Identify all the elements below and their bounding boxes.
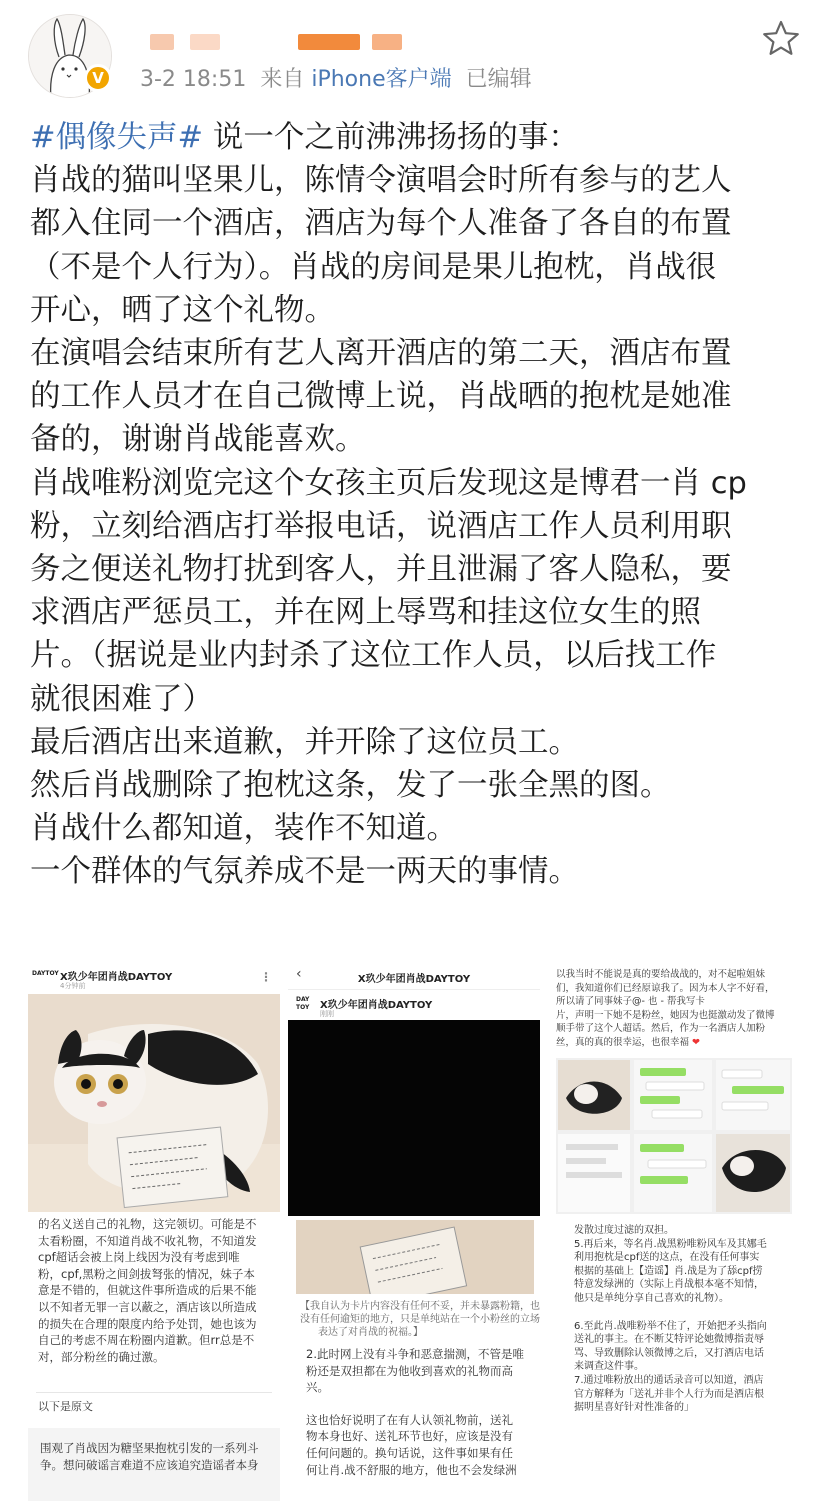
- text-line: 备的，谢谢肖战能喜欢。: [30, 422, 366, 458]
- more-icon: ⋮: [260, 970, 272, 984]
- card-photo: [296, 1220, 534, 1294]
- post-image-3[interactable]: [552, 962, 796, 1501]
- text-line: 就很困难了）: [30, 681, 213, 717]
- post-header: [0, 0, 826, 110]
- edited-label[interactable]: 已编辑: [465, 67, 532, 92]
- timestamp: 3-2 18:51: [140, 67, 247, 92]
- screenshot-time: 4分钟前: [60, 982, 86, 990]
- post-image-2[interactable]: [288, 962, 540, 1501]
- text-line: 肖战唯粉浏览完这个女孩主页后发现这是博君一肖 cp: [30, 465, 747, 501]
- text-line: （不是个人行为）。肖战的房间是果儿抱枕，肖战很: [30, 249, 717, 285]
- post-meta: [140, 62, 532, 93]
- screenshot-nav-title: X玖少年团肖战DAYTOY: [357, 974, 471, 985]
- text-line: 然后肖战删除了抱枕这条，发了一张全黑的图。: [30, 768, 671, 804]
- text-line: 的工作人员才在自己微博上说，肖战晒的抱枕是她准: [30, 379, 732, 415]
- text-line: 务之便送礼物打扰到客人，并且泄漏了客人隐私，要: [30, 552, 732, 588]
- heart-icon: ❤: [692, 1036, 701, 1048]
- screenshot-account: X玖少年团肖战DAYTOY: [320, 1000, 433, 1011]
- text-line: 肖战的猫叫坚果儿，陈情令演唱会时所有参与的艺人: [30, 163, 732, 199]
- daytoy-logo: DAYTOY: [32, 970, 59, 977]
- username-redacted: [298, 34, 360, 50]
- daytoy-logo: DAY TOY: [296, 996, 310, 1011]
- post-image-1[interactable]: [28, 962, 280, 1501]
- screenshot-text: 2.此时网上没有斗争和恶意揣测，不管是唯 粉还是双担都在为他收到喜欢的礼物而高 兴。 这也恰好说明了在有人认领礼物前，送礼 物本身也好、送礼环节也好，应该是没有 任何问题的。换句话说，这件事如果有任 何让肖.战不舒服的地方，他也不会发绿洲: [306, 1347, 524, 1477]
- screenshot-text-top: 以我当时不能说是真的要给战战的，对不起啦姐妹 们，我知道你们已经原谅我了。因为本人字不好看， 所以请了同事妹子@- 也 - 帮我写卡 片，声明一下她不是粉丝，她因为也挺激动发了微博 顺手带了这个人超话。然后，作为一名酒店人加粉 丝，真的真的很幸运，也很幸福 ❤: [556, 969, 775, 1048]
- text-line: 一个群体的气氛养成不是一两天的事情。: [30, 854, 579, 890]
- post-text: [30, 116, 800, 894]
- text-line: 最后酒店出来道歉，并开除了这位员工。: [30, 724, 579, 760]
- star-icon[interactable]: [760, 18, 802, 60]
- original-label: 以下是原文: [38, 1400, 93, 1413]
- screenshot-text: 的名义送自己的礼物，这完领切。可能是不 太看粉圈，不知道肖战不收礼物，不知道发 cpf超话会被上岗上线因为没有考虑到唯 粉，cpf,黑粉之间剑拔弩张的情况，妹子本 意是不错的，但就这件事所造成的后果不能 以不知者无罪一言以蔽之，酒店该以所造成 的损失在合理的限度内给予处罚，她也该为 自己的考虑不周在粉圈内道歉。但rr总是不 对，部分粉丝的确过激。: [38, 1217, 257, 1364]
- hashtag-link[interactable]: #偶像失声#: [30, 120, 204, 155]
- screenshot-time: 刚刚: [320, 1010, 334, 1018]
- screenshot-text-bottom: 发散过度过滤的双担。 5.再后来，等名肖.战黑粉唯粉风车及其娜毛 利用抱枕是cpf送的这点，在没有任何事实 根据的基础上【造谣】肖.战是为了舔cpf捞 特意发绿洲的（实际上肖战根本毫不知情， 他只是单纯分享自己喜欢的礼物）。 6.至此肖.战唯粉举不住了，开始把矛头指向 送礼的事主。在不断艾特评论她微博指责辱 骂、导致删除认领微博之后，又打酒店电话 来调查这件事。 7.通过唯粉放出的通话录音可以知道，酒店 官方解释为「送礼并非个人行为而是酒店根 据明星喜好针对性准备的」: [574, 1225, 767, 1414]
- all-black-image: [288, 1020, 540, 1216]
- text-line: 肖战什么都知道，装作不知道。: [30, 811, 457, 847]
- text-line: #偶像失声# 说一个之前沸沸扬扬的事：: [30, 120, 579, 155]
- source-link[interactable]: iPhone客户端: [311, 67, 452, 92]
- username-redacted: [150, 34, 174, 50]
- text-line: 粉，立刻给酒店打举报电话，说酒店工作人员利用职: [30, 508, 732, 544]
- text-line: 都入住同一个酒店，酒店为每个人准备了各自的布置: [30, 206, 732, 242]
- text-line: 片。（据说是业内封杀了这位工作人员，以后找工作: [30, 638, 717, 674]
- chat-screenshots-collage: [556, 1058, 792, 1214]
- text-line: 开心，晒了这个礼物。: [30, 292, 335, 328]
- divider: [36, 1392, 272, 1393]
- screenshot-account: X玖少年团肖战DAYTOY: [60, 972, 173, 983]
- screenshot-caption: 【我自认为卡片内容没有任何不妥，并未暴露粉籍，也 没有任何逾矩的地方，只是单纯站在一个小粉丝的立场 表达了对肖战的祝福。】: [300, 1301, 540, 1338]
- text-line: 在演唱会结束所有艺人离开酒店的第二天，酒店布置: [30, 336, 732, 372]
- back-arrow-icon: ‹: [296, 966, 302, 982]
- verified-badge-icon: V: [84, 64, 112, 92]
- quoted-original: 围观了肖战因为糖坚果抱枕引发的一系列斗 争。想问破谣言难道不应该追究造谣者本身: [28, 1428, 280, 1501]
- cat-pillow-photo: [28, 994, 280, 1212]
- text-line: 求酒店严惩员工，并在网上辱骂和挂这位女生的照: [30, 595, 701, 631]
- screenshot-navbar: [288, 962, 540, 990]
- username-redacted: [372, 34, 402, 50]
- username-redacted: [190, 34, 220, 50]
- source-prefix: 来自: [260, 67, 305, 92]
- screenshot-header: [28, 962, 280, 994]
